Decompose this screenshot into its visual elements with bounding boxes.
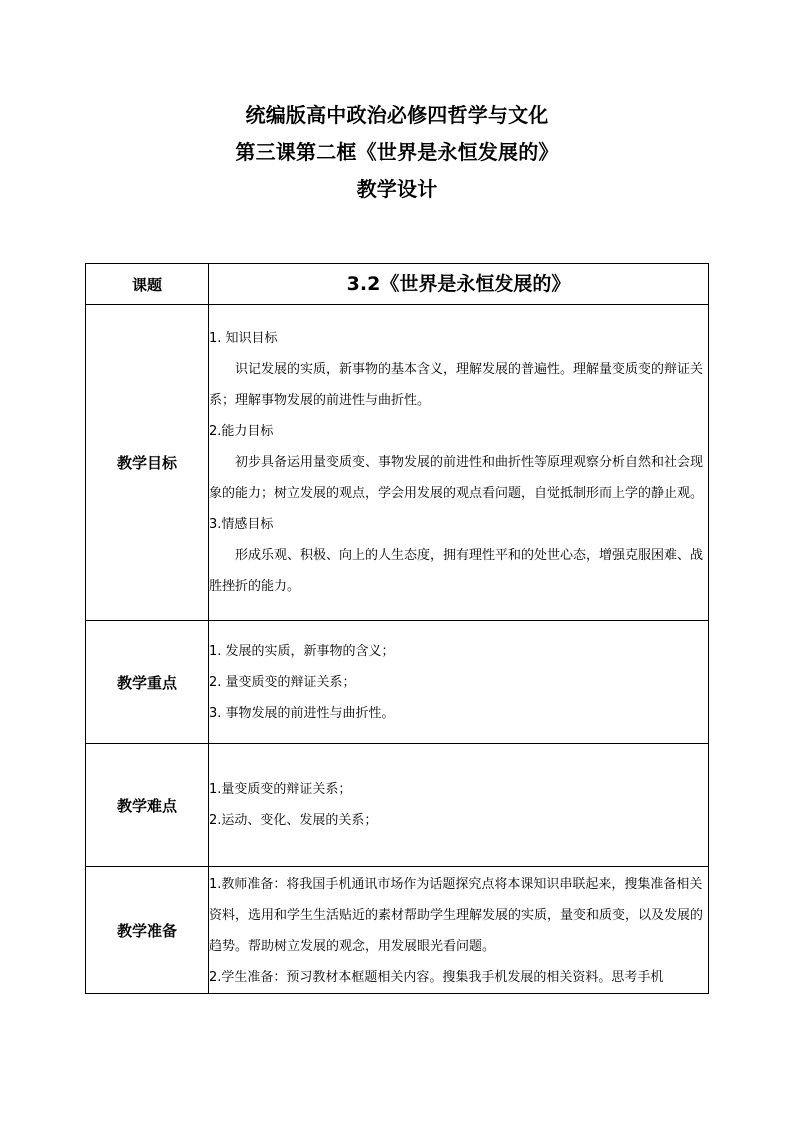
knowledge-heading: 1. 知识目标	[209, 331, 278, 346]
emotion-text: 形成乐观、积极、向上的人生态度，拥有理性平和的处世心态，增强克服困难、战胜挫折的能力。	[209, 548, 704, 594]
title-line-2: 第三课第二框《世界是永恒发展的》	[235, 140, 559, 164]
table-row-topic	[86, 264, 709, 305]
lesson-plan-table	[85, 263, 709, 994]
difficult-point-item: 1.量变质变的辩证关系；	[209, 782, 352, 797]
key-point-item: 1. 发展的实质，新事物的含义；	[209, 643, 395, 659]
topic-label: 课题	[86, 264, 209, 305]
ability-text: 初步具备运用量变质变、事物发展的前进性和曲折性等原理观察分析自然和社会现象的能力；树立发展的观点，学会用发展的观点看问题，自觉抵制形而上学的静止观。	[209, 455, 704, 501]
preparation-content	[209, 867, 709, 994]
topic-value: 3.2《世界是永恒发展的》	[346, 273, 571, 295]
key-point-item: 3. 事物发展的前进性与曲折性。	[209, 705, 395, 721]
goals-content	[209, 305, 709, 621]
key-point-item: 2. 量变质变的辩证关系；	[209, 674, 356, 690]
knowledge-text: 识记发展的实质，新事物的基本含义，理解发展的普遍性。理解量变质变的辩证关系；理解事物发展的前进性与曲折性。	[209, 362, 704, 408]
student-preparation-text: 2.学生准备：预习教材本框题相关内容。搜集我手机发展的相关资料。思考手机	[209, 970, 664, 985]
title-line-1: 统编版高中政治必修四哲学与文化	[245, 103, 549, 127]
ability-heading: 2.能力目标	[209, 424, 274, 439]
preparation-label: 教学准备	[86, 867, 209, 994]
difficult-point-item: 2.运动、变化、发展的关系；	[209, 813, 378, 828]
table-row-difficult-points	[86, 744, 709, 867]
topic-value-cell	[209, 264, 709, 305]
emotion-heading: 3.情感目标	[209, 517, 274, 532]
teacher-preparation-text: 1.教师准备：将我国手机通讯市场作为话题探究点将本课知识串联起来，搜集准备相关资料，选用和学生生活贴近的素材帮助学生理解发展的实质，量变和质变，以及发展的趋势。帮助树立发展的观念，用发展眼光看问题。	[209, 877, 704, 954]
table-row-preparation	[86, 867, 709, 994]
goals-label: 教学目标	[86, 305, 209, 621]
table-row-key-points	[86, 621, 709, 744]
difficult-points-content	[209, 744, 709, 867]
key-points-label: 教学重点	[86, 621, 209, 744]
table-row-goals	[86, 305, 709, 621]
document-title	[0, 104, 794, 215]
difficult-points-label: 教学难点	[86, 744, 209, 867]
title-line-3: 教学设计	[356, 177, 438, 201]
key-points-content	[209, 621, 709, 744]
